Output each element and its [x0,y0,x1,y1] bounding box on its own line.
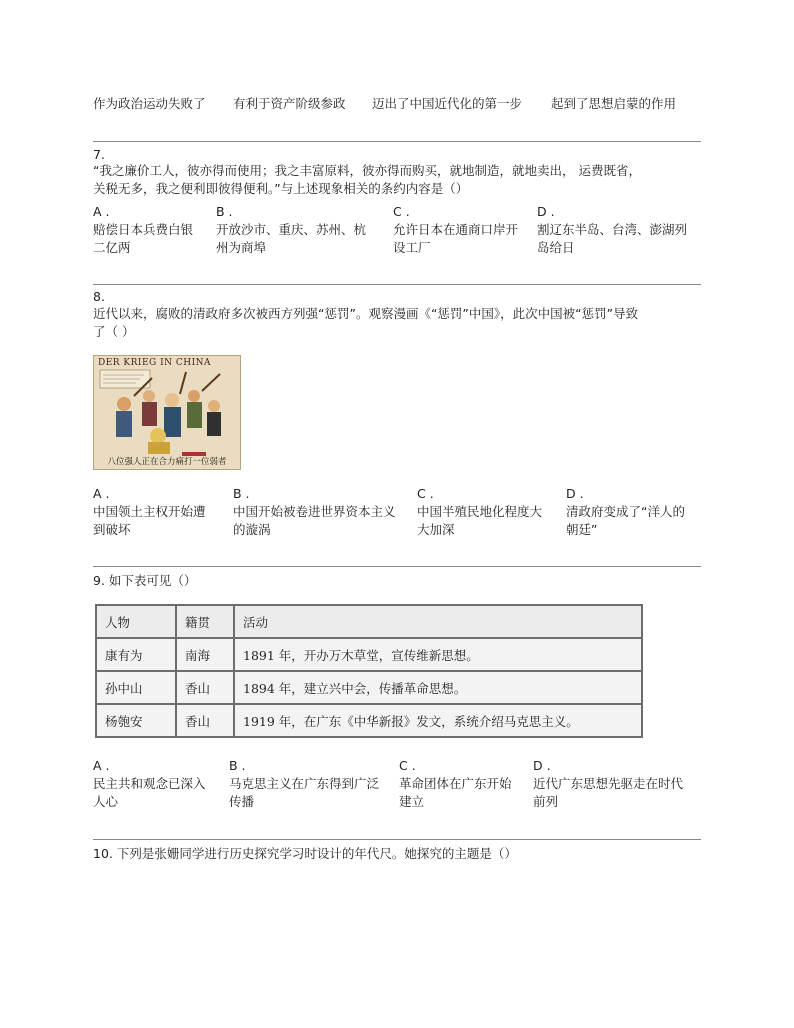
cartoon-image [93,355,241,470]
q6-option-c: 迈出了中国近代化的第一步 [372,96,523,111]
option-text: 赔偿日本兵费白银 [93,222,194,237]
q6-option-d: 起到了思想启蒙的作用 [551,96,677,111]
option-text: 前列 [533,794,559,809]
table-cell: 杨匏安 [96,704,176,737]
option-label: C . [417,486,434,501]
question-stem: 9. 如下表可见（） [93,573,197,588]
option-text: 设工厂 [393,240,431,255]
option-text: 建立 [399,794,425,809]
question-stem: 了（ ） [93,324,135,339]
q9-option-c[interactable] [399,757,534,811]
option-label: B . [233,486,250,501]
q7-option-d[interactable] [537,203,707,257]
table-header: 人物 [96,605,176,638]
history-figures-table [95,604,643,738]
table-cell: 1891 年，开办万木草堂，宣传维新思想。 [234,638,642,671]
table-row [96,671,642,704]
option-text: 岛给日 [537,240,575,255]
option-text: 朝廷” [566,522,598,537]
q7-option-b[interactable] [216,203,386,257]
option-text: 到破坏 [93,522,131,537]
q7-option-a[interactable] [93,203,221,257]
option-label: A . [93,486,110,501]
table-header: 活动 [234,605,642,638]
table-cell: 1919 年，在广东《中华新报》发文，系统介绍马克思主义。 [234,704,642,737]
option-label: A . [93,204,110,219]
cartoon-caption: 八位强人正在合力痛打一位弱者 [107,457,227,467]
option-label: B . [216,204,233,219]
option-label: A . [93,758,110,773]
q6-option-a: 作为政治运动失败了 [93,96,206,111]
option-label: C . [399,758,416,773]
q6-option-b: 有利于资产阶级参政 [233,96,346,111]
table-cell: 1894 年，建立兴中会，传播革命思想。 [234,671,642,704]
option-text: 革命团体在广东开始 [399,776,512,791]
option-text: 允许日本在通商口岸开 [393,222,519,237]
option-label: D . [566,486,584,501]
q9-option-a[interactable] [93,757,221,811]
q9-option-b[interactable] [229,757,399,811]
option-text: 近代广东思想先驱走在时代 [533,776,684,791]
option-text: 大加深 [417,522,455,537]
option-text: 马克思主义在广东得到广泛 [229,776,380,791]
q8-option-d[interactable] [566,485,706,539]
option-text: 州为商埠 [216,240,267,255]
table-header: 籍贯 [176,605,234,638]
divider [93,284,701,285]
option-label: D . [533,758,551,773]
q7-option-c[interactable] [393,203,533,257]
option-text: 割辽东半岛、台湾、澎湖列 [537,222,688,237]
question-stem: 10. 下列是张姗同学进行历史探究学习时设计的年代尺。她探究的主题是（） [93,846,517,861]
option-label: C . [393,204,410,219]
option-text: 人心 [93,794,119,809]
option-text: 二亿两 [93,240,131,255]
table-header-row [96,605,642,638]
option-text: 中国开始被卷进世界资本主义 [233,504,396,519]
q9-option-d[interactable] [533,757,703,811]
question-number: 8. [93,289,105,304]
divider [93,141,701,142]
divider [93,839,701,840]
option-text: 中国半殖民地化程度大 [417,504,543,519]
option-text: 民主共和观念已深入 [93,776,206,791]
table-cell: 香山 [176,671,234,704]
q8-option-b[interactable] [233,485,413,539]
option-text: 清政府变成了“洋人的 [566,504,685,519]
option-label: D . [537,204,555,219]
cartoon-title: DER KRIEG IN CHINA [98,358,212,368]
question-stem: 关税无多，我之便利即彼得便利。”与上述现象相关的条约内容是（） [93,181,469,196]
table-cell: 孙中山 [96,671,176,704]
option-text: 传播 [229,794,255,809]
option-label: B . [229,758,246,773]
table-cell: 香山 [176,704,234,737]
cartoon-illustration [94,356,240,469]
table-row [96,638,642,671]
question-number: 7. [93,147,105,162]
table-cell: 南海 [176,638,234,671]
table-cell: 康有为 [96,638,176,671]
option-text: 的漩涡 [233,522,271,537]
q8-option-c[interactable] [417,485,562,539]
question-stem: 近代以来，腐败的清政府多次被西方列强“惩罚”。观察漫画《“惩罚”中国》，此次中国被“惩罚”导致 [93,306,639,321]
option-text: 开放沙市、重庆、苏州、杭 [216,222,367,237]
divider [93,566,701,567]
table-row [96,704,642,737]
question-stem: “我之廉价工人，彼亦得而使用；我之丰富原料，彼亦得而购买，就地制造，就地卖出， 运费既省， [93,163,641,178]
q8-option-a[interactable] [93,485,221,539]
option-text: 中国领土主权开始遭 [93,504,206,519]
